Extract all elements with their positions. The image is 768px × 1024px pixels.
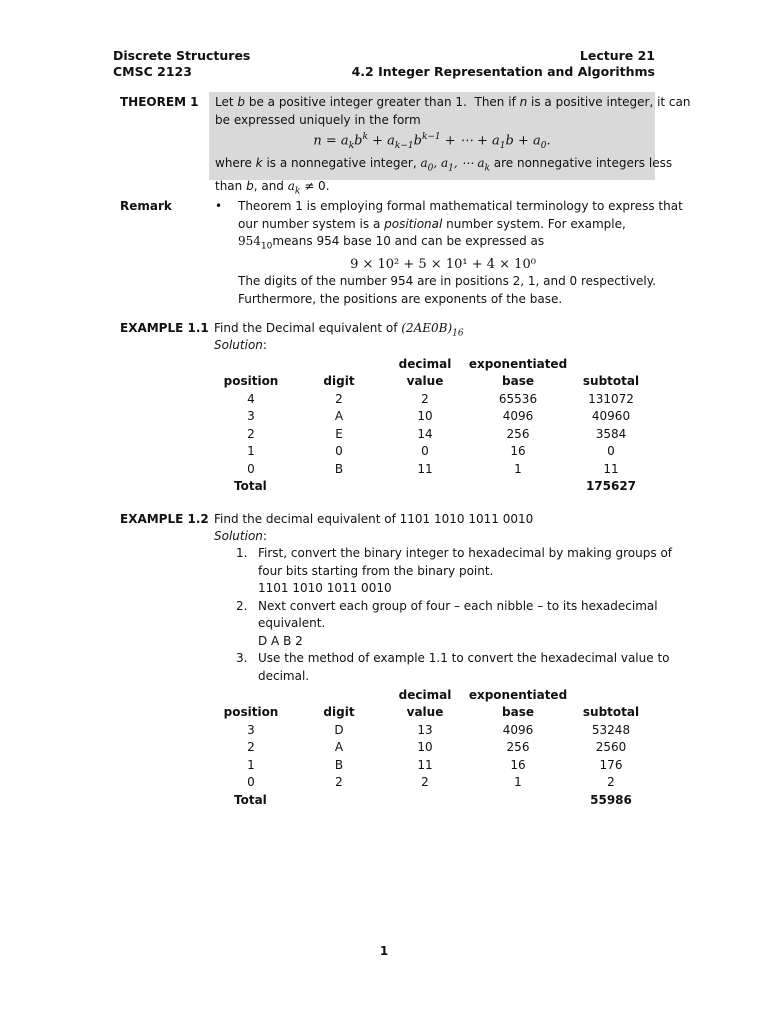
total-value: 175627: [585, 479, 637, 493]
table-header-row: [218, 353, 642, 371]
table-row: 2 E 14 256 3584: [247, 426, 627, 441]
page-number: 1: [379, 944, 389, 958]
header-exp-top: exponentiated: [468, 356, 568, 371]
table-row: 4 2 2 65536 131072: [247, 391, 634, 406]
example-2-steps: [214, 545, 673, 685]
header-position: position: [223, 705, 279, 719]
header-right: [352, 48, 655, 80]
header-subtotal: subtotal: [582, 374, 640, 388]
remark-body: [238, 198, 683, 308]
list-item: 1. First, convert the binary integer to hexadecimal by making groups of four bits starting from the binary point. 1101 1010 1011 0010: [236, 546, 673, 595]
header-decimal-top: decimal: [398, 356, 452, 371]
remark-line-5: Furthermore, the positions are exponents of the base.: [238, 291, 563, 306]
theorem-line-4: than b, and $a_k \ne 0$.: [215, 179, 330, 197]
table-header-row: [218, 684, 642, 702]
remark-bullet: •: [215, 199, 223, 213]
header-decimal-bottom: value: [406, 374, 444, 388]
table-row: 1 0 0 16 0: [247, 444, 615, 458]
header-digit: digit: [323, 374, 355, 388]
example-1-solution: Solution:: [214, 338, 267, 352]
theorem-line-2: be expressed uniquely in the form: [215, 112, 421, 127]
table-total-row: [218, 789, 642, 807]
table-row: 3 D 13 4096 53248: [247, 722, 631, 737]
remark-label: Remark: [120, 199, 172, 213]
table-row: 3 A 10 4096 40960: [247, 409, 631, 423]
header-exp-bottom: base: [502, 374, 534, 388]
example-1-label: EXAMPLE 1.1: [120, 321, 209, 335]
theorem-line-3: where k is a nonnegative integer, $a_0$, $a_1$, ⋯ $a_k$ are nonnegative integers less: [215, 156, 673, 174]
table-header-row: [218, 371, 642, 389]
header-digit: digit: [323, 705, 355, 719]
remark-line-2: our number system is a positional number system. For example,: [238, 216, 626, 231]
table-row: 0 B 11 1 11: [247, 461, 619, 476]
remark-line-1: Theorem 1 is employing formal mathematical terminology to express that: [238, 199, 683, 213]
header-left: [113, 48, 250, 80]
lecture-topic: 4.2 Integer Representation and Algorithms: [351, 64, 655, 79]
table-total-row: [218, 476, 642, 494]
total-label: Total: [234, 792, 267, 807]
remark-line-4: The digits of the number 954 are in positions 2, 1, and 0 respectively.: [238, 274, 656, 289]
table-header-row: [218, 702, 642, 720]
total-label: Total: [234, 479, 267, 493]
example-2-table: [218, 684, 642, 807]
theorem-box: [209, 92, 691, 197]
header-decimal-bottom: value: [406, 705, 444, 719]
theorem-formula: $n = a_kb^k + a_{k-1}b^{k-1}$ + ⋯ + $a_1b + a_0$.: [313, 132, 551, 151]
header-exp-top: exponentiated: [468, 687, 568, 702]
table-row: 0 2 2 1 2: [247, 775, 615, 789]
list-item: 2. Next convert each group of four – each nibble – to its hexadecimal equivalent. D A B 2: [236, 598, 658, 648]
course-title: Discrete Structures: [113, 48, 251, 63]
total-value: 55986: [590, 792, 632, 807]
lecture-number: Lecture 21: [579, 48, 655, 63]
example-2-label: EXAMPLE 1.2: [120, 512, 209, 526]
example-1-table: [218, 353, 642, 493]
header-decimal-top: decimal: [398, 687, 452, 702]
table-row: 1 B 11 16 176: [247, 757, 623, 772]
example-2-prompt: Find the decimal equivalent of 1101 1010 1011 0010: [214, 512, 534, 526]
example-1-prompt: Find the Decimal equivalent of $(2AE0B)_{16}$: [214, 321, 464, 339]
course-code: CMSC 2123: [113, 64, 192, 79]
theorem-line-1: Let b be a positive integer greater than 1. Then if n is a positive integer, it can: [215, 95, 691, 109]
table-row: 2 A 10 256 2560: [247, 740, 627, 754]
theorem-label: THEOREM 1: [120, 95, 199, 109]
header-exp-bottom: base: [502, 705, 534, 719]
remark-formula: 9 × 10² + 5 × 10¹ + 4 × 10⁰: [350, 256, 536, 272]
header-position: position: [223, 374, 279, 388]
header-subtotal: subtotal: [582, 705, 640, 719]
remark-line-3: $954_{10}means$ 954 base 10 and can be expressed as: [238, 234, 545, 252]
example-2-solution: Solution:: [214, 529, 267, 543]
list-item: 3. Use the method of example 1.1 to convert the hexadecimal value to decimal.: [236, 651, 670, 683]
